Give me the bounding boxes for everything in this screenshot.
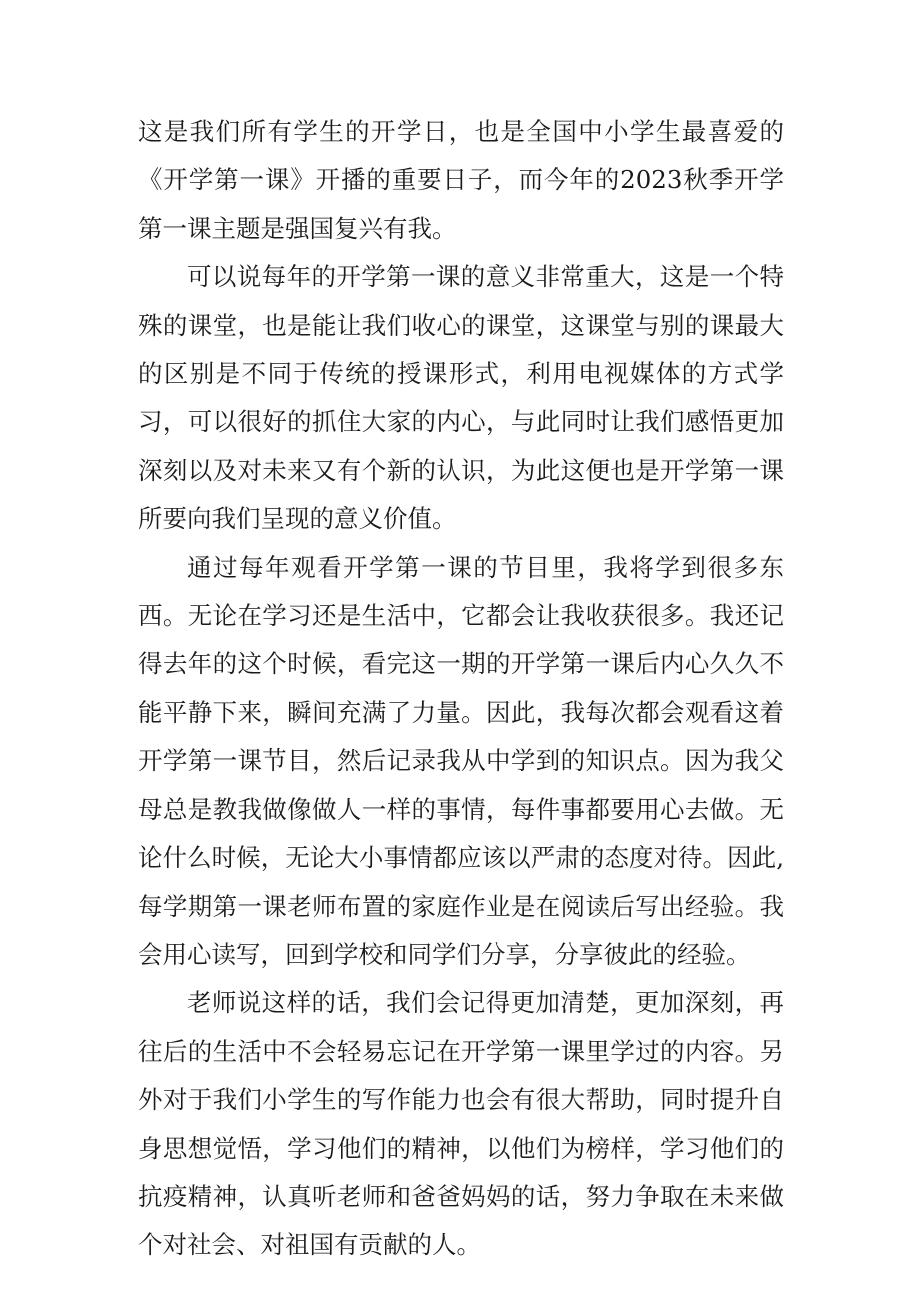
paragraph-3: 通过每年观看开学第一课的节目里，我将学到很多东西。无论在学习还是生活中，它都会让我收获很多。我还记得去年的这个时候，看完这一期的开学第一课后内心久久不能平静下来，瞬间充满了力量。因此，我每次都会观看这着开学第一课节目，然后记录我从中学到的知识点。因为我父母总是教我做像做人一样的事情，每件事都要用心去做。无论什么时候，无论大小事情都应该以严肃的态度对待。因此,每学期第一课老师布置的家庭作业是在阅读后写出经验。我会用心读写，回到学校和同学们分享，分享彼此的经验。 [138, 552, 784, 969]
paragraph-1: 这是我们所有学生的开学日，也是全国中小学生最喜爱的《开学第一课》开播的重要日子，而今年的2023秋季开学第一课主题是强国复兴有我。 [138, 117, 784, 243]
paragraph-4: 老师说这样的话，我们会记得更加清楚，更加深刻，再往后的生活中不会轻易忘记在开学第一课里学过的内容。另外对于我们小学生的写作能力也会有很大帮助，同时提升自身思想觉悟，学习他们的精神，以他们为榜样，学习他们的抗疫精神，认真听老师和爸爸妈妈的话，努力争取在未来做个对社会、对祖国有贡献的人。 [138, 988, 784, 1260]
paragraph-2: 可以说每年的开学第一课的意义非常重大，这是一个特殊的课堂，也是能让我们收心的课堂，这课堂与别的课最大的区别是不同于传统的授课形式，利用电视媒体的方式学习，可以很好的抓住大家的内心，与此同时让我们感悟更加深刻以及对未来又有个新的认识，为此这便也是开学第一课所要向我们呈现的意义价值。 [138, 262, 784, 534]
document-body [138, 108, 784, 1270]
